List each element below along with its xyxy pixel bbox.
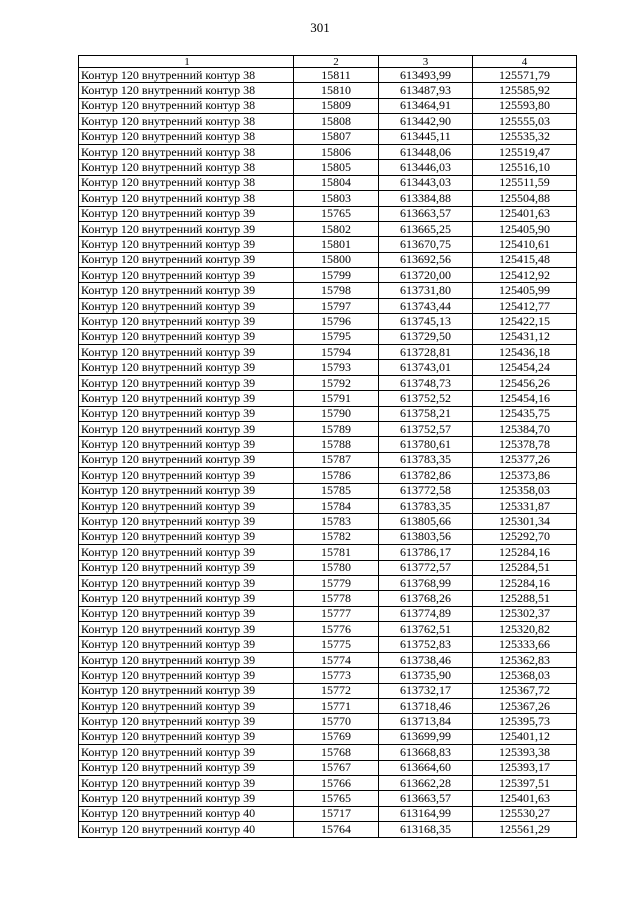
contour-name-cell: Контур 120 внутренний контур 39 xyxy=(79,406,294,421)
point-number-cell: 15792 xyxy=(294,375,379,390)
y-coordinate-cell: 125456,26 xyxy=(473,375,577,390)
x-coordinate-cell: 613743,44 xyxy=(379,298,473,313)
table-row xyxy=(79,329,577,344)
point-number-cell: 15717 xyxy=(294,806,379,821)
y-coordinate-cell: 125284,51 xyxy=(473,560,577,575)
contour-name-cell: Контур 120 внутренний контур 39 xyxy=(79,791,294,806)
x-coordinate-cell: 613783,35 xyxy=(379,498,473,513)
contour-name-cell: Контур 120 внутренний контур 39 xyxy=(79,683,294,698)
table-row xyxy=(79,483,577,498)
table-row xyxy=(79,406,577,421)
table-row xyxy=(79,252,577,267)
table-row xyxy=(79,775,577,790)
y-coordinate-cell: 125384,70 xyxy=(473,421,577,436)
point-number-cell: 15767 xyxy=(294,760,379,775)
contour-name-cell: Контур 120 внутренний контур 39 xyxy=(79,652,294,667)
point-number-cell: 15765 xyxy=(294,206,379,221)
contour-name-cell: Контур 120 внутренний контур 39 xyxy=(79,560,294,575)
contour-name-cell: Контур 120 внутренний контур 40 xyxy=(79,822,294,837)
y-coordinate-cell: 125571,79 xyxy=(473,68,577,83)
column-header-3: 3 xyxy=(379,56,473,68)
point-number-cell: 15783 xyxy=(294,514,379,529)
point-number-cell: 15802 xyxy=(294,221,379,236)
y-coordinate-cell: 125561,29 xyxy=(473,822,577,837)
table-row xyxy=(79,437,577,452)
point-number-cell: 15770 xyxy=(294,714,379,729)
contour-name-cell: Контур 120 внутренний контур 39 xyxy=(79,591,294,606)
point-number-cell: 15787 xyxy=(294,452,379,467)
contour-name-cell: Контур 120 внутренний контур 38 xyxy=(79,68,294,83)
table-row xyxy=(79,745,577,760)
x-coordinate-cell: 613786,17 xyxy=(379,545,473,560)
table-row xyxy=(79,160,577,175)
point-number-cell: 15778 xyxy=(294,591,379,606)
contour-name-cell: Контур 120 внутренний контур 39 xyxy=(79,606,294,621)
x-coordinate-cell: 613663,57 xyxy=(379,791,473,806)
x-coordinate-cell: 613699,99 xyxy=(379,729,473,744)
point-number-cell: 15805 xyxy=(294,160,379,175)
table-row xyxy=(79,98,577,113)
table-row xyxy=(79,283,577,298)
x-coordinate-cell: 613662,28 xyxy=(379,775,473,790)
contour-name-cell: Контур 120 внутренний контур 39 xyxy=(79,252,294,267)
contour-name-cell: Контур 120 внутренний контур 39 xyxy=(79,314,294,329)
contour-name-cell: Контур 120 внутренний контур 39 xyxy=(79,452,294,467)
contour-name-cell: Контур 120 внутренний контур 38 xyxy=(79,144,294,159)
table-row xyxy=(79,791,577,806)
table-row xyxy=(79,345,577,360)
y-coordinate-cell: 125519,47 xyxy=(473,144,577,159)
contour-name-cell: Контур 120 внутренний контур 39 xyxy=(79,298,294,313)
y-coordinate-cell: 125511,59 xyxy=(473,175,577,190)
x-coordinate-cell: 613665,25 xyxy=(379,221,473,236)
y-coordinate-cell: 125401,63 xyxy=(473,791,577,806)
x-coordinate-cell: 613774,89 xyxy=(379,606,473,621)
x-coordinate-cell: 613718,46 xyxy=(379,699,473,714)
y-coordinate-cell: 125397,51 xyxy=(473,775,577,790)
contour-name-cell: Контур 120 внутренний контур 39 xyxy=(79,421,294,436)
point-number-cell: 15810 xyxy=(294,83,379,98)
y-coordinate-cell: 125367,26 xyxy=(473,699,577,714)
point-number-cell: 15795 xyxy=(294,329,379,344)
x-coordinate-cell: 613772,57 xyxy=(379,560,473,575)
table-row xyxy=(79,668,577,683)
point-number-cell: 15768 xyxy=(294,745,379,760)
table-row xyxy=(79,699,577,714)
x-coordinate-cell: 613762,51 xyxy=(379,622,473,637)
y-coordinate-cell: 125301,34 xyxy=(473,514,577,529)
y-coordinate-cell: 125412,77 xyxy=(473,298,577,313)
point-number-cell: 15803 xyxy=(294,191,379,206)
y-coordinate-cell: 125516,10 xyxy=(473,160,577,175)
table-row xyxy=(79,391,577,406)
table-row xyxy=(79,637,577,652)
contour-name-cell: Контур 120 внутренний контур 39 xyxy=(79,345,294,360)
table-row xyxy=(79,191,577,206)
y-coordinate-cell: 125585,92 xyxy=(473,83,577,98)
point-number-cell: 15796 xyxy=(294,314,379,329)
y-coordinate-cell: 125454,24 xyxy=(473,360,577,375)
y-coordinate-cell: 125415,48 xyxy=(473,252,577,267)
table-row xyxy=(79,206,577,221)
point-number-cell: 15808 xyxy=(294,114,379,129)
point-number-cell: 15786 xyxy=(294,468,379,483)
x-coordinate-cell: 613780,61 xyxy=(379,437,473,452)
x-coordinate-cell: 613752,83 xyxy=(379,637,473,652)
contour-name-cell: Контур 120 внутренний контур 39 xyxy=(79,391,294,406)
point-number-cell: 15774 xyxy=(294,652,379,667)
point-number-cell: 15785 xyxy=(294,483,379,498)
y-coordinate-cell: 125401,12 xyxy=(473,729,577,744)
point-number-cell: 15784 xyxy=(294,498,379,513)
table-row xyxy=(79,498,577,513)
y-coordinate-cell: 125368,03 xyxy=(473,668,577,683)
contour-name-cell: Контур 120 внутренний контур 39 xyxy=(79,360,294,375)
point-number-cell: 15801 xyxy=(294,237,379,252)
x-coordinate-cell: 613758,21 xyxy=(379,406,473,421)
contour-name-cell: Контур 120 внутренний контур 38 xyxy=(79,114,294,129)
y-coordinate-cell: 125405,90 xyxy=(473,221,577,236)
y-coordinate-cell: 125504,88 xyxy=(473,191,577,206)
table-row xyxy=(79,421,577,436)
table-row xyxy=(79,575,577,590)
table-row xyxy=(79,375,577,390)
contour-name-cell: Контур 120 внутренний контур 39 xyxy=(79,575,294,590)
y-coordinate-cell: 125367,72 xyxy=(473,683,577,698)
point-number-cell: 15772 xyxy=(294,683,379,698)
x-coordinate-cell: 613663,57 xyxy=(379,206,473,221)
point-number-cell: 15788 xyxy=(294,437,379,452)
y-coordinate-cell: 125535,32 xyxy=(473,129,577,144)
y-coordinate-cell: 125377,26 xyxy=(473,452,577,467)
point-number-cell: 15781 xyxy=(294,545,379,560)
x-coordinate-cell: 613692,56 xyxy=(379,252,473,267)
x-coordinate-cell: 613768,26 xyxy=(379,591,473,606)
table-body xyxy=(79,68,577,838)
y-coordinate-cell: 125436,18 xyxy=(473,345,577,360)
y-coordinate-cell: 125412,92 xyxy=(473,268,577,283)
x-coordinate-cell: 613720,00 xyxy=(379,268,473,283)
point-number-cell: 15777 xyxy=(294,606,379,621)
x-coordinate-cell: 613752,57 xyxy=(379,421,473,436)
y-coordinate-cell: 125284,16 xyxy=(473,545,577,560)
x-coordinate-cell: 613487,93 xyxy=(379,83,473,98)
x-coordinate-cell: 613448,06 xyxy=(379,144,473,159)
contour-name-cell: Контур 120 внутренний контур 39 xyxy=(79,498,294,513)
table-row xyxy=(79,591,577,606)
table-row xyxy=(79,545,577,560)
y-coordinate-cell: 125302,37 xyxy=(473,606,577,621)
x-coordinate-cell: 613732,17 xyxy=(379,683,473,698)
contour-name-cell: Контур 120 внутренний контур 39 xyxy=(79,760,294,775)
y-coordinate-cell: 125431,12 xyxy=(473,329,577,344)
point-number-cell: 15809 xyxy=(294,98,379,113)
table-row xyxy=(79,560,577,575)
contour-name-cell: Контур 120 внутренний контур 38 xyxy=(79,191,294,206)
point-number-cell: 15765 xyxy=(294,791,379,806)
table-header-row xyxy=(79,56,577,68)
x-coordinate-cell: 613445,11 xyxy=(379,129,473,144)
table-row xyxy=(79,822,577,837)
point-number-cell: 15771 xyxy=(294,699,379,714)
contour-name-cell: Контур 120 внутренний контур 38 xyxy=(79,83,294,98)
point-number-cell: 15790 xyxy=(294,406,379,421)
x-coordinate-cell: 613745,13 xyxy=(379,314,473,329)
contour-name-cell: Контур 120 внутренний контур 39 xyxy=(79,699,294,714)
x-coordinate-cell: 613738,46 xyxy=(379,652,473,667)
point-number-cell: 15766 xyxy=(294,775,379,790)
y-coordinate-cell: 125393,38 xyxy=(473,745,577,760)
point-number-cell: 15797 xyxy=(294,298,379,313)
y-coordinate-cell: 125410,61 xyxy=(473,237,577,252)
point-number-cell: 15800 xyxy=(294,252,379,267)
column-header-1: 1 xyxy=(79,56,294,68)
point-number-cell: 15769 xyxy=(294,729,379,744)
x-coordinate-cell: 613442,90 xyxy=(379,114,473,129)
contour-name-cell: Контур 120 внутренний контур 39 xyxy=(79,514,294,529)
contour-name-cell: Контур 120 внутренний контур 39 xyxy=(79,668,294,683)
x-coordinate-cell: 613446,03 xyxy=(379,160,473,175)
table-row xyxy=(79,760,577,775)
contour-name-cell: Контур 120 внутренний контур 40 xyxy=(79,806,294,821)
x-coordinate-cell: 613464,91 xyxy=(379,98,473,113)
contour-name-cell: Контур 120 внутренний контур 39 xyxy=(79,206,294,221)
contour-name-cell: Контур 120 внутренний контур 38 xyxy=(79,129,294,144)
point-number-cell: 15791 xyxy=(294,391,379,406)
point-number-cell: 15811 xyxy=(294,68,379,83)
table-row xyxy=(79,806,577,821)
x-coordinate-cell: 613443,03 xyxy=(379,175,473,190)
y-coordinate-cell: 125530,27 xyxy=(473,806,577,821)
x-coordinate-cell: 613713,84 xyxy=(379,714,473,729)
contour-name-cell: Контур 120 внутренний контур 39 xyxy=(79,437,294,452)
point-number-cell: 15782 xyxy=(294,529,379,544)
y-coordinate-cell: 125284,16 xyxy=(473,575,577,590)
x-coordinate-cell: 613670,75 xyxy=(379,237,473,252)
x-coordinate-cell: 613728,81 xyxy=(379,345,473,360)
x-coordinate-cell: 613805,66 xyxy=(379,514,473,529)
contour-name-cell: Контур 120 внутренний контур 39 xyxy=(79,375,294,390)
point-number-cell: 15789 xyxy=(294,421,379,436)
table-row xyxy=(79,129,577,144)
table-row xyxy=(79,714,577,729)
y-coordinate-cell: 125393,17 xyxy=(473,760,577,775)
contour-name-cell: Контур 120 внутренний контур 39 xyxy=(79,237,294,252)
point-number-cell: 15775 xyxy=(294,637,379,652)
contour-name-cell: Контур 120 внутренний контур 39 xyxy=(79,483,294,498)
x-coordinate-cell: 613748,73 xyxy=(379,375,473,390)
table-row xyxy=(79,514,577,529)
y-coordinate-cell: 125331,87 xyxy=(473,498,577,513)
y-coordinate-cell: 125422,15 xyxy=(473,314,577,329)
y-coordinate-cell: 125555,03 xyxy=(473,114,577,129)
table-row xyxy=(79,237,577,252)
y-coordinate-cell: 125454,16 xyxy=(473,391,577,406)
x-coordinate-cell: 613164,99 xyxy=(379,806,473,821)
point-number-cell: 15804 xyxy=(294,175,379,190)
x-coordinate-cell: 613803,56 xyxy=(379,529,473,544)
x-coordinate-cell: 613783,35 xyxy=(379,452,473,467)
x-coordinate-cell: 613729,50 xyxy=(379,329,473,344)
table-row xyxy=(79,114,577,129)
column-header-2: 2 xyxy=(294,56,379,68)
x-coordinate-cell: 613493,99 xyxy=(379,68,473,83)
x-coordinate-cell: 613668,83 xyxy=(379,745,473,760)
y-coordinate-cell: 125358,03 xyxy=(473,483,577,498)
column-header-4: 4 xyxy=(473,56,577,68)
table-row xyxy=(79,221,577,236)
table-row xyxy=(79,606,577,621)
x-coordinate-cell: 613768,99 xyxy=(379,575,473,590)
table-row xyxy=(79,314,577,329)
y-coordinate-cell: 125333,66 xyxy=(473,637,577,652)
contour-name-cell: Контур 120 внутренний контур 38 xyxy=(79,160,294,175)
x-coordinate-cell: 613782,86 xyxy=(379,468,473,483)
contour-name-cell: Контур 120 внутренний контур 39 xyxy=(79,622,294,637)
contour-name-cell: Контур 120 внутренний контур 39 xyxy=(79,268,294,283)
x-coordinate-cell: 613752,52 xyxy=(379,391,473,406)
table-row xyxy=(79,468,577,483)
contour-name-cell: Контур 120 внутренний контур 39 xyxy=(79,221,294,236)
table-row xyxy=(79,360,577,375)
y-coordinate-cell: 125288,51 xyxy=(473,591,577,606)
point-number-cell: 15780 xyxy=(294,560,379,575)
x-coordinate-cell: 613735,90 xyxy=(379,668,473,683)
point-number-cell: 15773 xyxy=(294,668,379,683)
table-row xyxy=(79,68,577,83)
x-coordinate-cell: 613743,01 xyxy=(379,360,473,375)
table-row xyxy=(79,529,577,544)
contour-name-cell: Контур 120 внутренний контур 39 xyxy=(79,745,294,760)
table-row xyxy=(79,175,577,190)
page-number: 301 xyxy=(310,20,330,35)
coordinates-table xyxy=(78,55,577,838)
y-coordinate-cell: 125292,70 xyxy=(473,529,577,544)
point-number-cell: 15779 xyxy=(294,575,379,590)
table-row xyxy=(79,729,577,744)
y-coordinate-cell: 125405,99 xyxy=(473,283,577,298)
x-coordinate-cell: 613384,88 xyxy=(379,191,473,206)
x-coordinate-cell: 613168,35 xyxy=(379,822,473,837)
point-number-cell: 15793 xyxy=(294,360,379,375)
point-number-cell: 15764 xyxy=(294,822,379,837)
contour-name-cell: Контур 120 внутренний контур 39 xyxy=(79,729,294,744)
y-coordinate-cell: 125373,86 xyxy=(473,468,577,483)
x-coordinate-cell: 613772,58 xyxy=(379,483,473,498)
y-coordinate-cell: 125362,83 xyxy=(473,652,577,667)
table-row xyxy=(79,268,577,283)
x-coordinate-cell: 613731,80 xyxy=(379,283,473,298)
y-coordinate-cell: 125435,75 xyxy=(473,406,577,421)
table-row xyxy=(79,452,577,467)
contour-name-cell: Контур 120 внутренний контур 38 xyxy=(79,175,294,190)
contour-name-cell: Контур 120 внутренний контур 38 xyxy=(79,98,294,113)
point-number-cell: 15799 xyxy=(294,268,379,283)
table-row xyxy=(79,298,577,313)
contour-name-cell: Контур 120 внутренний контур 39 xyxy=(79,775,294,790)
contour-name-cell: Контур 120 внутренний контур 39 xyxy=(79,283,294,298)
y-coordinate-cell: 125378,78 xyxy=(473,437,577,452)
table-row xyxy=(79,652,577,667)
table-row xyxy=(79,683,577,698)
point-number-cell: 15794 xyxy=(294,345,379,360)
contour-name-cell: Контур 120 внутренний контур 39 xyxy=(79,468,294,483)
point-number-cell: 15806 xyxy=(294,144,379,159)
y-coordinate-cell: 125395,73 xyxy=(473,714,577,729)
y-coordinate-cell: 125401,63 xyxy=(473,206,577,221)
point-number-cell: 15798 xyxy=(294,283,379,298)
contour-name-cell: Контур 120 внутренний контур 39 xyxy=(79,329,294,344)
table-row xyxy=(79,622,577,637)
contour-name-cell: Контур 120 внутренний контур 39 xyxy=(79,637,294,652)
y-coordinate-cell: 125320,82 xyxy=(473,622,577,637)
table-row xyxy=(79,83,577,98)
x-coordinate-cell: 613664,60 xyxy=(379,760,473,775)
point-number-cell: 15776 xyxy=(294,622,379,637)
contour-name-cell: Контур 120 внутренний контур 39 xyxy=(79,545,294,560)
y-coordinate-cell: 125593,80 xyxy=(473,98,577,113)
contour-name-cell: Контур 120 внутренний контур 39 xyxy=(79,529,294,544)
contour-name-cell: Контур 120 внутренний контур 39 xyxy=(79,714,294,729)
point-number-cell: 15807 xyxy=(294,129,379,144)
table-row xyxy=(79,144,577,159)
